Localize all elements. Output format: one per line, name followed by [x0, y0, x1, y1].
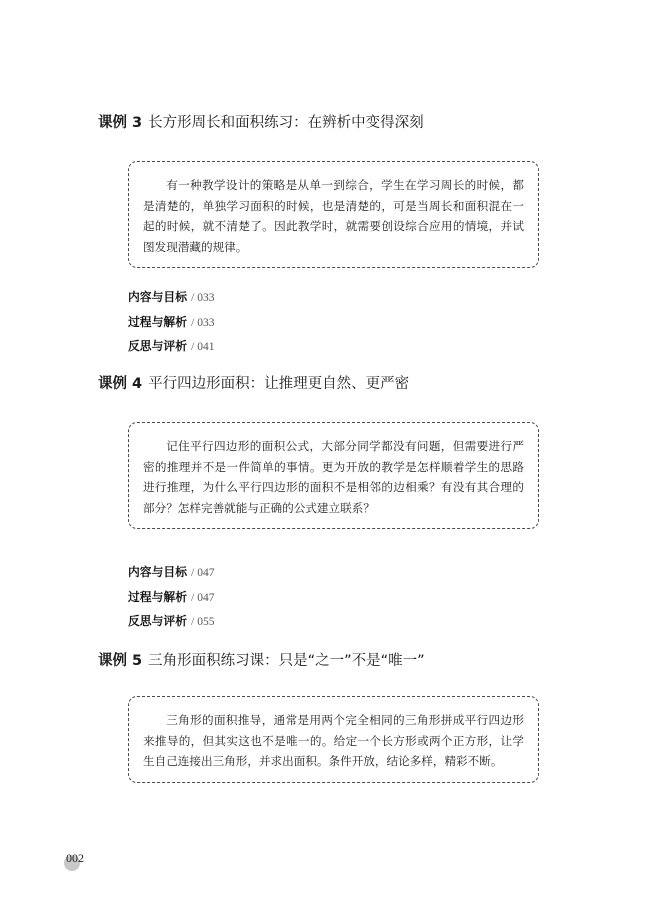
lesson-code: 课例 4	[98, 376, 143, 392]
toc-separator: /	[191, 290, 195, 304]
lesson-summary: 有一种教学设计的策略是从单一到综合，学生在学习周长的时候，都是清楚的，单独学习面积的时候，也是清楚的，可是当周长和面积混在一起的时候，就不清楚了。因此教学时，就需要创设综合应用的情境，并试图发现潜藏的规律。	[143, 178, 524, 254]
toc-item-page: 055	[197, 616, 215, 628]
lesson-summary-box	[128, 422, 539, 529]
lesson-toc	[128, 285, 215, 359]
toc-item-label: 过程与解析	[128, 589, 187, 604]
lesson-4	[98, 374, 578, 628]
lesson-title: 三角形面积练习课：只是“之一”不是“唯一”	[148, 653, 425, 669]
lesson-5	[98, 651, 578, 768]
lesson-summary: 三角形的面积推导，通常是用两个完全相同的三角形拼成平行四边形来推导的，但其实这也不是唯一的。给定一个长方形或两个正方形，让学生自己连接出三角形，并求出面积。条件开放，结论多样，精彩不断。	[143, 713, 524, 768]
toc-item-page: 047	[197, 591, 215, 604]
toc-separator: /	[191, 565, 195, 579]
lesson-summary-box	[128, 696, 539, 783]
toc-item[interactable]	[128, 560, 215, 585]
toc-item[interactable]	[128, 334, 215, 359]
toc-item-label: 过程与解析	[128, 314, 187, 329]
page-number	[64, 850, 88, 874]
lesson-heading	[98, 374, 578, 394]
lesson-summary-box	[128, 161, 539, 268]
lesson-title: 长方形周长和面积练习：在辨析中变得深刻	[148, 115, 424, 131]
lesson-title: 平行四边形面积：让推理更自然、更严密	[148, 376, 410, 392]
toc-separator: /	[191, 339, 195, 353]
lesson-summary: 记住平行四边形的面积公式，大部分同学都没有问题，但需要进行严密的推理并不是一件简单的事情。更为开放的教学是怎样顺着学生的思路进行推理，为什么平行四边形的面积不是相邻的边相乘？有没有其合理的部分？怎样完善就能与正确的公式建立联系？	[143, 439, 524, 515]
toc-separator: /	[191, 614, 195, 628]
page-number-text: 002	[66, 851, 84, 865]
toc-separator: /	[191, 314, 195, 329]
toc-item[interactable]	[128, 285, 215, 310]
lesson-3	[98, 113, 578, 353]
toc-item-label: 反思与评析	[128, 614, 187, 628]
toc-item-label: 内容与目标	[128, 565, 187, 579]
toc-item[interactable]	[128, 585, 215, 610]
lesson-code: 课例 3	[98, 115, 143, 131]
toc-item[interactable]	[128, 310, 215, 335]
toc-item[interactable]	[128, 609, 215, 634]
lesson-heading	[98, 651, 578, 671]
toc-item-page: 047	[197, 567, 215, 579]
toc-item-page: 041	[197, 341, 215, 353]
toc-item-page: 033	[197, 316, 215, 329]
toc-item-label: 反思与评析	[128, 339, 187, 353]
toc-item-label: 内容与目标	[128, 290, 187, 304]
lesson-code: 课例 5	[98, 653, 143, 669]
toc-item-page: 033	[197, 292, 215, 304]
lesson-heading	[98, 113, 578, 133]
lesson-toc	[128, 560, 215, 634]
toc-separator: /	[191, 589, 195, 604]
